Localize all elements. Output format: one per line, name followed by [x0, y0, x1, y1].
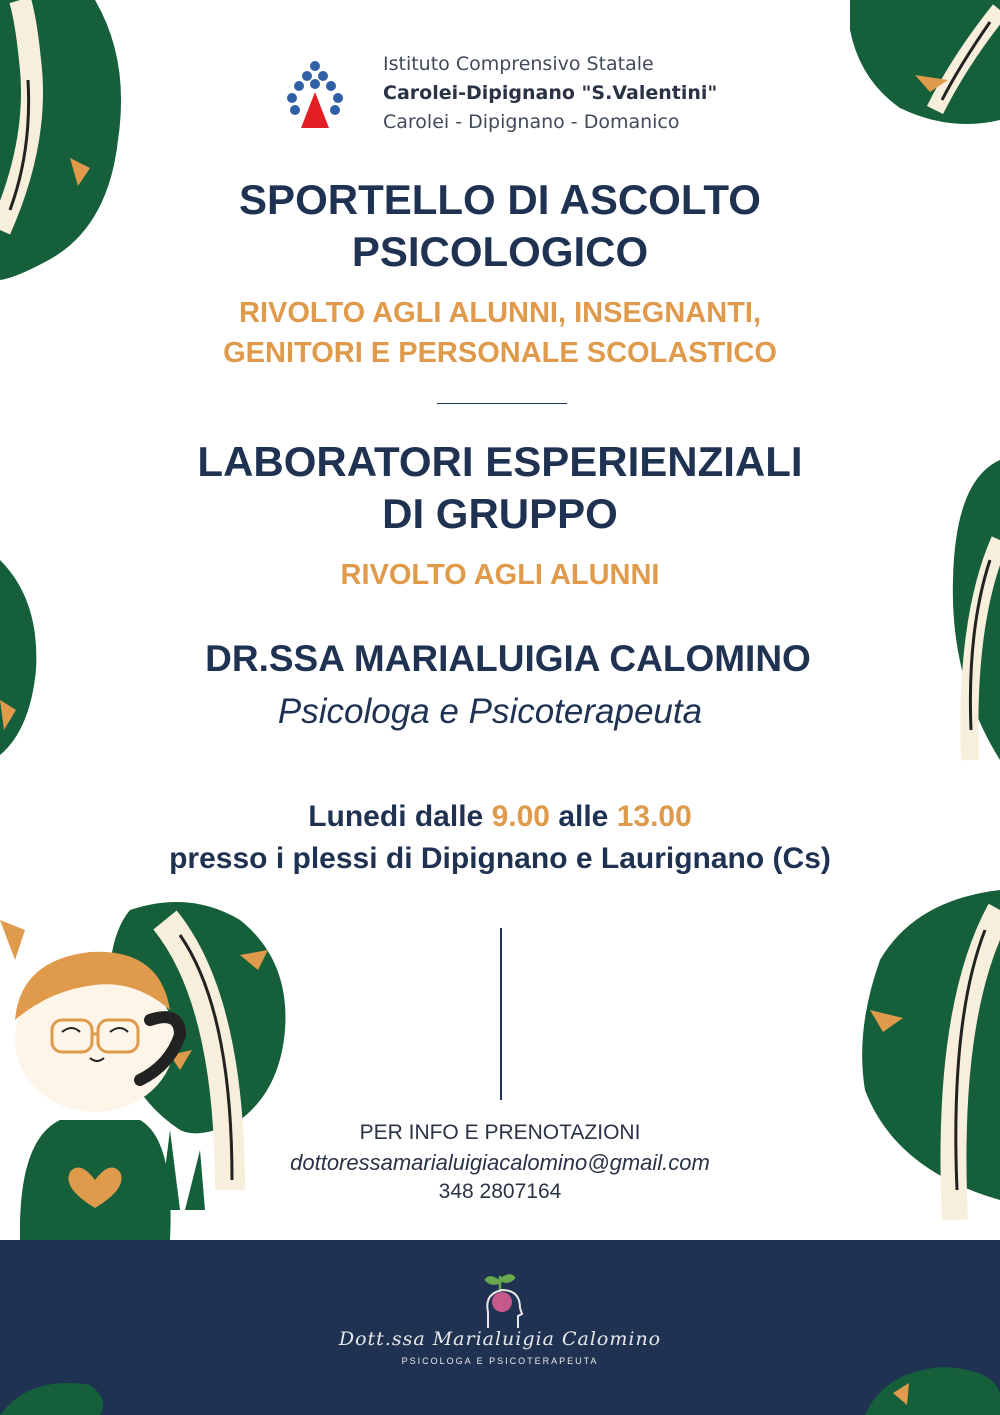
schedule-start-time: 9.00 — [491, 800, 550, 833]
tree-top-right — [850, 0, 1000, 130]
footer-role: PSICOLOGA E PSICOTERAPEUTA — [401, 1356, 599, 1366]
footer-leaf-right — [865, 1365, 1000, 1415]
contact-email[interactable]: dottoressamarialuigiacalomino@gmail.com — [290, 1150, 710, 1175]
schedule-connector: alle — [558, 800, 609, 833]
tree-bottom-right — [855, 890, 1000, 1240]
footer-signature: Dott.ssa Marialuigia Calomino — [338, 1328, 662, 1350]
schedule-day: Lunedi dalle — [308, 800, 484, 833]
schedule-place: presso i plessi di Dipignano e Laurignano (Cs) — [169, 842, 831, 875]
workshop-title — [0, 436, 1000, 540]
footer-band — [0, 1240, 1000, 1415]
head-sprout-icon — [480, 1270, 524, 1330]
section-divider — [437, 403, 567, 404]
workshop-title-line-1: LABORATORI ESPERIENZIALI — [197, 438, 803, 485]
person-on-phone-illustration — [0, 940, 240, 1240]
service-title-line-2: PSICOLOGICO — [351, 228, 649, 275]
school-type: Istituto Comprensivo Statale — [383, 53, 654, 75]
service-audience-line-2: GENITORI E PERSONALE SCOLASTICO — [223, 337, 777, 369]
school-emblem-icon — [285, 58, 345, 130]
contact-phone[interactable]: 348 2807164 — [438, 1180, 562, 1203]
doctor-name: DR.SSA MARIALUIGIA CALOMINO — [205, 638, 811, 679]
doctor-role: Psicologa e Psicoterapeuta — [277, 692, 703, 731]
service-title — [0, 174, 1000, 278]
service-audience — [0, 293, 1000, 373]
school-name: Carolei-Dipignano "S.Valentini" — [383, 82, 718, 104]
vertical-divider — [500, 928, 502, 1100]
workshop-audience: RIVOLTO AGLI ALUNNI — [340, 559, 660, 591]
footer-leaf-left — [0, 1375, 110, 1415]
schedule-hours — [0, 797, 1000, 837]
schedule-end-time: 13.00 — [616, 800, 692, 833]
service-audience-line-1: RIVOLTO AGLI ALUNNI, INSEGNANTI, — [239, 297, 761, 329]
workshop-title-line-2: DI GRUPPO — [382, 490, 618, 537]
school-header — [285, 50, 745, 140]
service-title-line-1: SPORTELLO DI ASCOLTO — [239, 176, 761, 223]
contact-heading: PER INFO E PRENOTAZIONI — [359, 1121, 641, 1144]
school-towns: Carolei - Dipignano - Domanico — [383, 111, 680, 133]
